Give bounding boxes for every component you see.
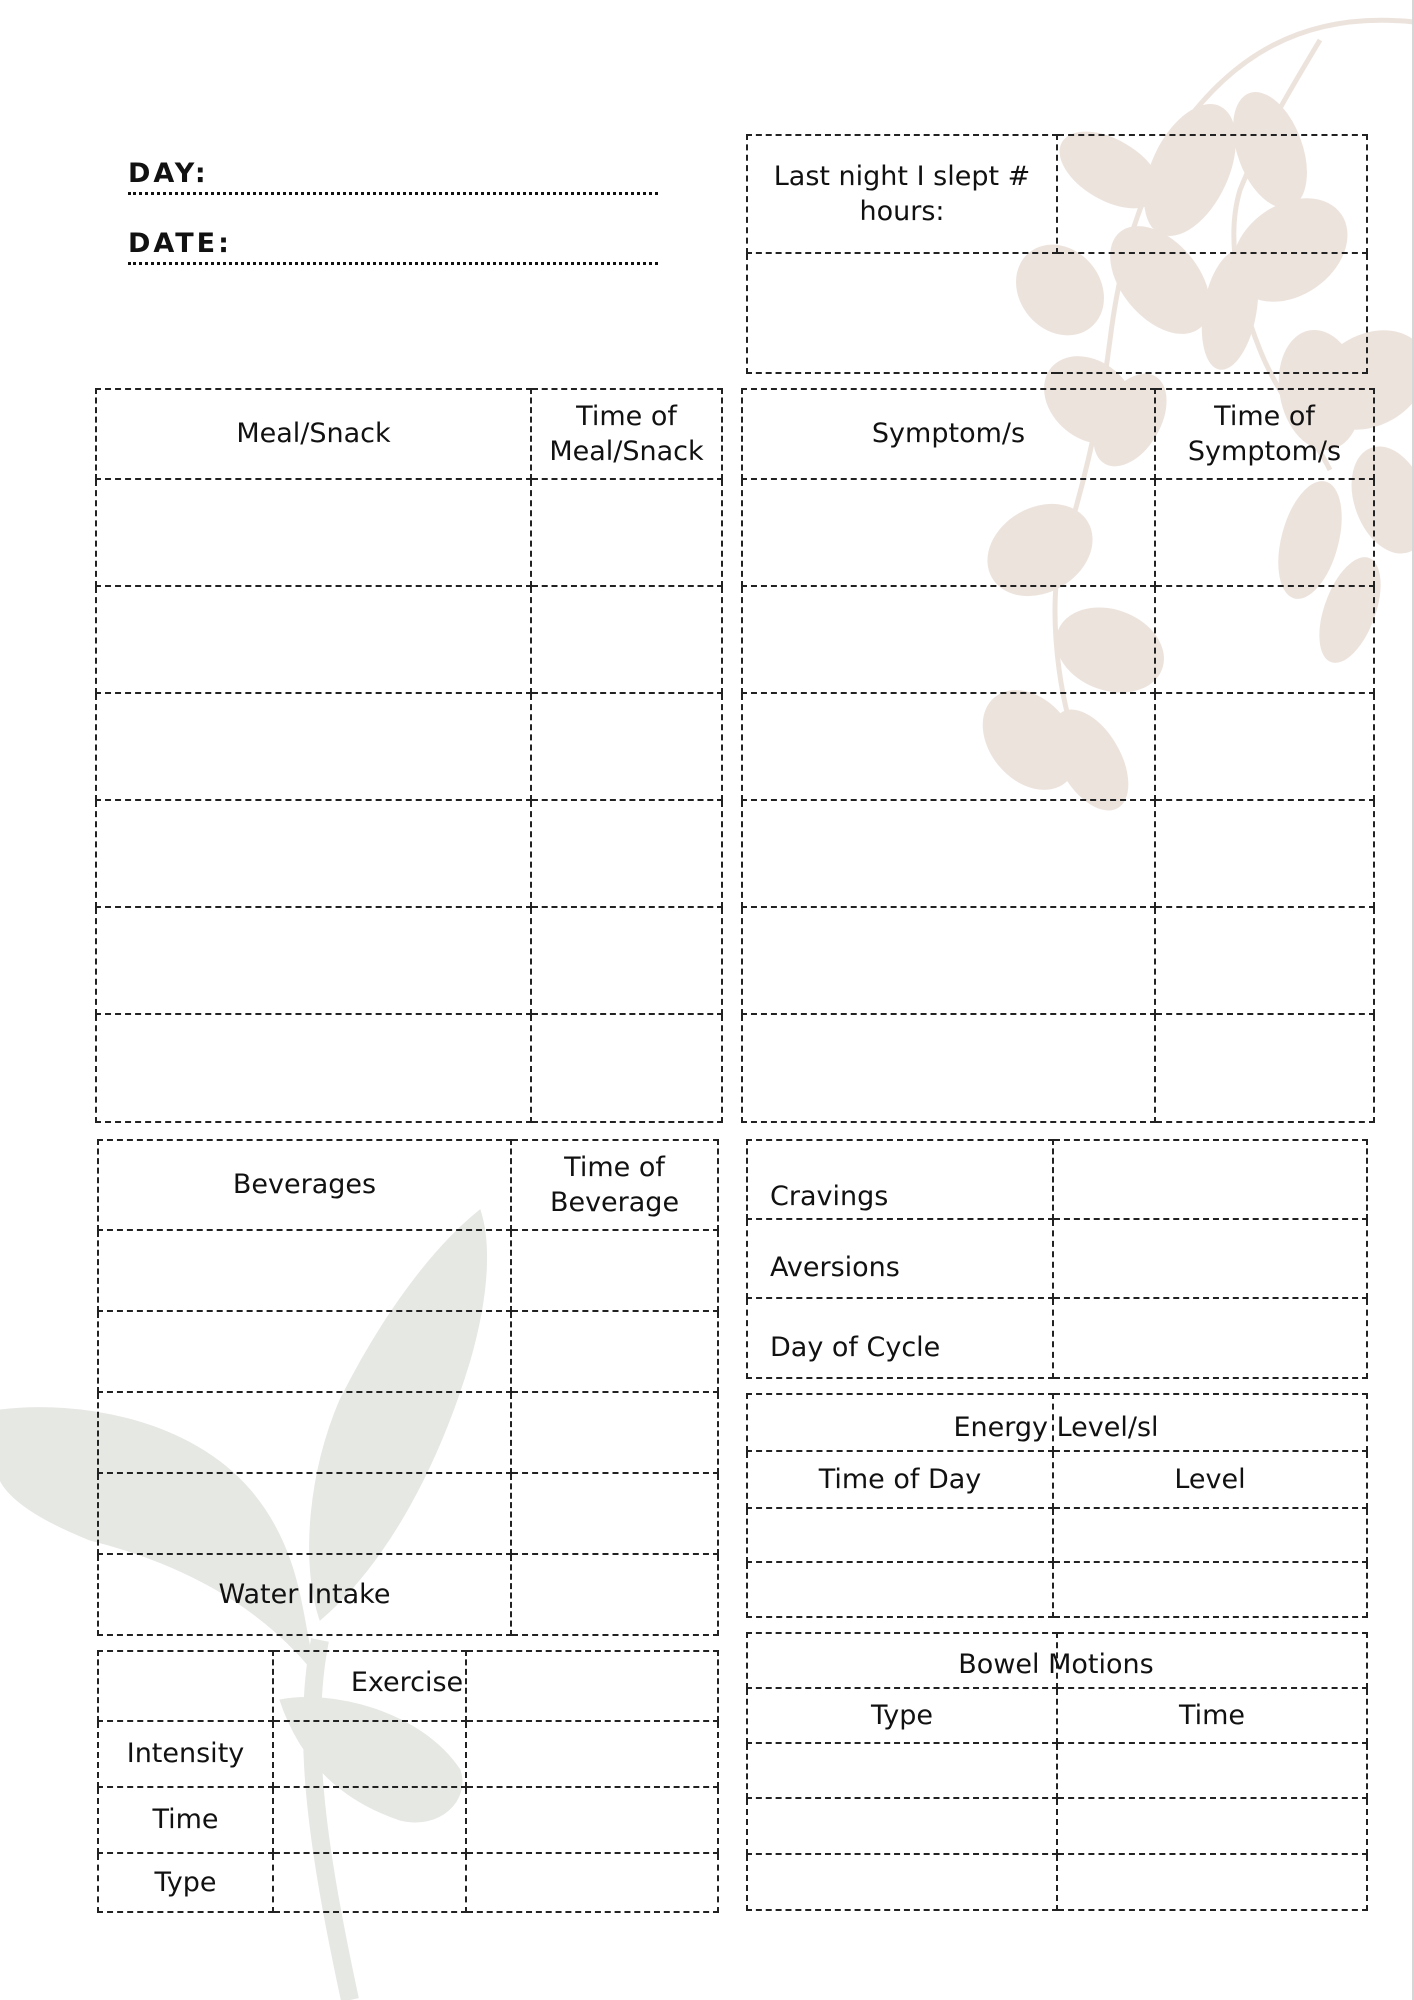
meal-time-cell[interactable] <box>531 1014 722 1122</box>
beverage-time-cell[interactable] <box>511 1230 718 1311</box>
table-row <box>98 1721 718 1787</box>
bowel-type-cell[interactable] <box>747 1798 1057 1854</box>
cravings-cell[interactable] <box>1053 1140 1367 1219</box>
meal-time-cell[interactable] <box>531 693 722 800</box>
date-line[interactable] <box>128 262 658 265</box>
energy-time-cell[interactable] <box>747 1562 1053 1617</box>
table-row <box>742 586 1374 693</box>
meal-cell[interactable] <box>96 1014 531 1122</box>
table-row <box>742 1014 1374 1122</box>
energy-level-cell[interactable] <box>1053 1562 1367 1617</box>
meal-time-cell[interactable] <box>531 479 722 586</box>
meal-time-cell[interactable] <box>531 800 722 907</box>
meal-header: Meal/Snack <box>96 389 531 479</box>
meal-cell[interactable] <box>96 907 531 1014</box>
bowel-title: Bowel Motions <box>958 1649 1154 1680</box>
table-row <box>747 1798 1367 1854</box>
table-row <box>96 907 722 1014</box>
bowel-time-cell[interactable] <box>1057 1743 1367 1798</box>
meal-time-cell[interactable] <box>531 586 722 693</box>
exercise-time-cell[interactable] <box>273 1787 466 1853</box>
table-row <box>96 800 722 907</box>
aversions-cell[interactable] <box>1053 1219 1367 1298</box>
table-row <box>742 800 1374 907</box>
meal-cell[interactable] <box>96 479 531 586</box>
sleep-table <box>746 134 1368 374</box>
table-row <box>96 586 722 693</box>
symptom-cell[interactable] <box>742 479 1155 586</box>
intensity-label: Intensity <box>98 1721 273 1787</box>
exercise-time-cell[interactable] <box>466 1787 718 1853</box>
meal-cell[interactable] <box>96 800 531 907</box>
table-row <box>98 1853 718 1912</box>
exercise-intensity-cell[interactable] <box>466 1721 718 1787</box>
exercise-type-label: Type <box>98 1853 273 1912</box>
table-row <box>747 1743 1367 1798</box>
aversions-label: Aversions <box>747 1219 1053 1298</box>
beverage-cell[interactable] <box>98 1392 511 1473</box>
table-row <box>98 1230 718 1311</box>
table-row <box>747 1562 1367 1617</box>
beverage-cell[interactable] <box>98 1473 511 1554</box>
bowel-time-cell[interactable] <box>1057 1854 1367 1910</box>
symptom-time-cell[interactable] <box>1155 800 1374 907</box>
beverage-table <box>97 1139 719 1636</box>
table-row <box>98 1392 718 1473</box>
exercise-type-cell[interactable] <box>466 1853 718 1912</box>
exercise-title: Exercise <box>350 1667 464 1698</box>
symptom-table <box>741 388 1375 1123</box>
beverage-cell[interactable] <box>98 1230 511 1311</box>
meal-cell[interactable] <box>96 693 531 800</box>
symptom-time-cell[interactable] <box>1155 586 1374 693</box>
sleep-hours-cell[interactable] <box>1057 135 1367 253</box>
beverage-time-cell[interactable] <box>511 1392 718 1473</box>
bowel-type-cell[interactable] <box>747 1743 1057 1798</box>
energy-time-header: Time of Day <box>747 1451 1053 1508</box>
sleep-notes-cell[interactable] <box>747 253 1367 373</box>
energy-title: Energy Level/sl <box>953 1412 1159 1443</box>
bowel-type-header: Type <box>747 1688 1057 1743</box>
day-of-cycle-cell[interactable] <box>1053 1298 1367 1378</box>
table-row <box>96 1014 722 1122</box>
water-intake-cell[interactable] <box>511 1554 718 1635</box>
symptom-time-cell[interactable] <box>1155 907 1374 1014</box>
sleep-label: Last night I slept # hours: <box>747 135 1057 253</box>
meal-table <box>95 388 723 1123</box>
table-row <box>98 1473 718 1554</box>
day-of-cycle-label: Day of Cycle <box>747 1298 1053 1378</box>
table-row <box>96 693 722 800</box>
table-row <box>742 907 1374 1014</box>
beverage-cell[interactable] <box>98 1311 511 1392</box>
meal-cell[interactable] <box>96 586 531 693</box>
symptom-cell[interactable] <box>742 800 1155 907</box>
symptom-header: Symptom/s <box>742 389 1155 479</box>
day-label: DAY: <box>128 158 209 189</box>
table-row <box>747 1854 1367 1910</box>
symptom-cell[interactable] <box>742 693 1155 800</box>
day-line[interactable] <box>128 192 658 195</box>
energy-time-cell[interactable] <box>747 1508 1053 1562</box>
table-row <box>747 1508 1367 1562</box>
table-row <box>742 693 1374 800</box>
table-row <box>98 1787 718 1853</box>
table-row <box>742 479 1374 586</box>
date-label: DATE: <box>128 228 232 259</box>
energy-level-cell[interactable] <box>1053 1508 1367 1562</box>
exercise-type-cell[interactable] <box>273 1853 466 1912</box>
symptom-cell[interactable] <box>742 586 1155 693</box>
meal-time-header: Time of Meal/Snack <box>531 389 722 479</box>
table-row <box>96 479 722 586</box>
symptom-time-header: Time of Symptom/s <box>1155 389 1374 479</box>
bowel-time-header: Time <box>1057 1688 1367 1743</box>
bowel-time-cell[interactable] <box>1057 1798 1367 1854</box>
beverage-header: Beverages <box>98 1140 511 1230</box>
bowel-type-cell[interactable] <box>747 1854 1057 1910</box>
symptom-time-cell[interactable] <box>1155 479 1374 586</box>
symptom-cell[interactable] <box>742 1014 1155 1122</box>
energy-level-header: Level <box>1053 1451 1367 1508</box>
table-row <box>98 1311 718 1392</box>
beverage-time-header: Time of Beverage <box>511 1140 718 1230</box>
exercise-intensity-cell[interactable] <box>273 1721 466 1787</box>
cravings-table <box>746 1139 1368 1379</box>
exercise-time-label: Time <box>98 1787 273 1853</box>
meal-time-cell[interactable] <box>531 907 722 1014</box>
water-intake-label: Water Intake <box>98 1554 511 1635</box>
symptom-cell[interactable] <box>742 907 1155 1014</box>
beverage-time-cell[interactable] <box>511 1311 718 1392</box>
symptom-time-cell[interactable] <box>1155 1014 1374 1122</box>
beverage-time-cell[interactable] <box>511 1473 718 1554</box>
cravings-label: Cravings <box>747 1140 1053 1219</box>
symptom-time-cell[interactable] <box>1155 693 1374 800</box>
